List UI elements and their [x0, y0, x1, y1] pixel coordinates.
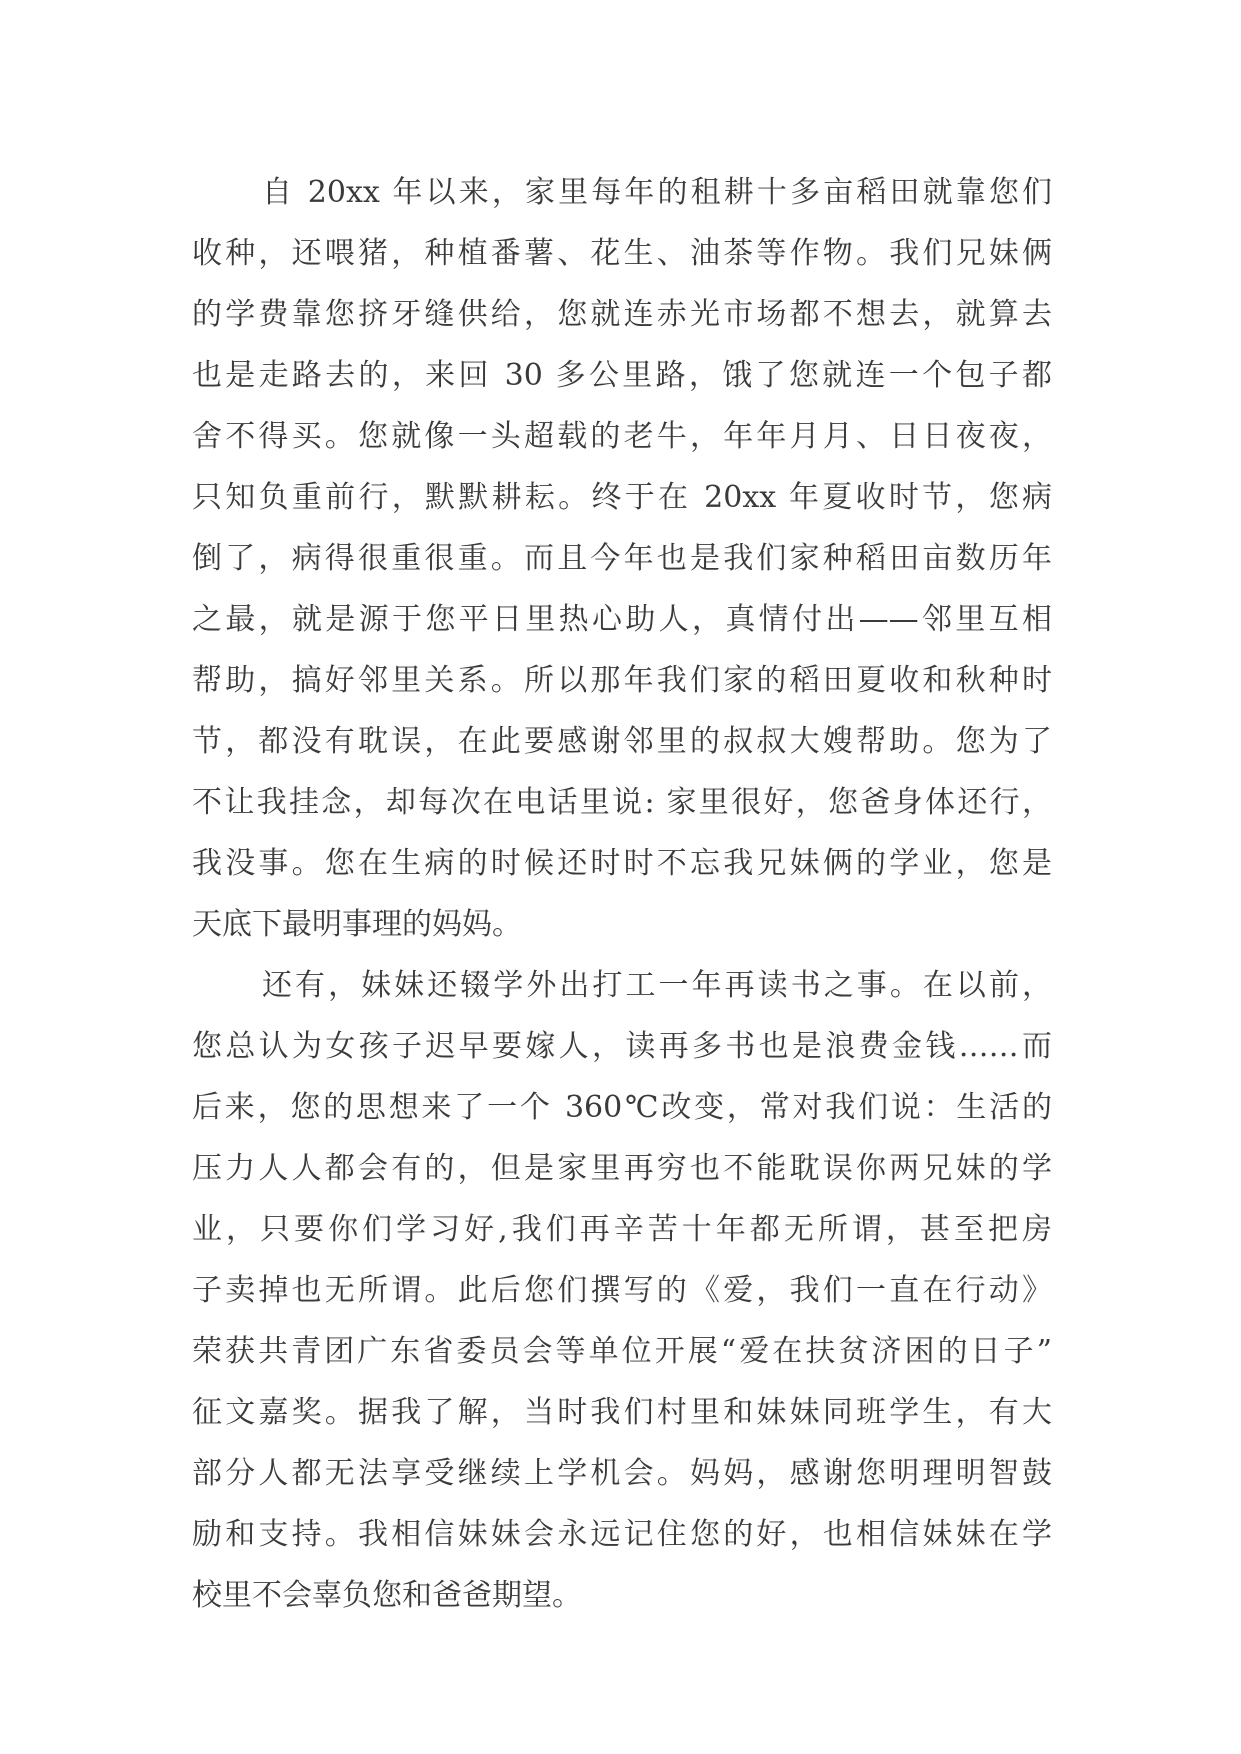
- text-line: 天底下最明事理的妈妈。: [192, 907, 522, 942]
- text-line: 校里不会辜负您和爸爸期望。: [192, 1578, 582, 1613]
- text-line: 励和支持。我相信妹妹会永远记住您的好，也相信妹妹在学: [192, 1517, 1052, 1552]
- text-line: 后来，您的思想来了一个 360℃改变，常对我们说：生活的: [192, 1090, 1052, 1125]
- text-line: 帮助，搞好邻里关系。所以那年我们家的稻田夏收和秋种时: [192, 663, 1052, 698]
- text-line: 节，都没有耽误，在此要感谢邻里的叔叔大嫂帮助。您为了: [192, 724, 1052, 759]
- text-line: 舍不得买。您就像一头超载的老牛，年年月月、日日夜夜，: [192, 419, 1052, 454]
- text-line: 也是走路去的，来回 30 多公里路，饿了您就连一个包子都: [192, 358, 1052, 393]
- text-line: 部分人都无法享受继续上学机会。妈妈，感谢您明理明智鼓: [192, 1456, 1052, 1491]
- text-line: 荣获共青团广东省委员会等单位开展“爱在扶贫济困的日子”: [192, 1334, 1052, 1369]
- text-line: 您总认为女孩子迟早要嫁人，读再多书也是浪费金钱……而: [192, 1029, 1052, 1064]
- text-line: 不让我挂念，却每次在电话里说: 家里很好，您爸身体还行，: [192, 785, 1052, 820]
- paragraph-1: [192, 162, 1052, 955]
- text-line: 自 20xx 年以来，家里每年的租耕十多亩稻田就靠您们: [262, 175, 1052, 210]
- text-line: 收种，还喂猪，种植番薯、花生、油茶等作物。我们兄妹俩: [192, 236, 1052, 271]
- text-line: 子卖掉也无所谓。此后您们撰写的《爱，我们一直在行动》: [192, 1273, 1052, 1308]
- text-line: 之最，就是源于您平日里热心助人，真情付出——邻里互相: [192, 602, 1052, 637]
- text-line: 只知负重前行，默默耕耘。终于在 20xx 年夏收时节，您病: [192, 480, 1052, 515]
- text-line: 业，只要你们学习好,我们再辛苦十年都无所谓，甚至把房: [192, 1212, 1052, 1247]
- text-line: 倒了，病得很重很重。而且今年也是我们家种稻田亩数历年: [192, 541, 1052, 576]
- text-line: 我没事。您在生病的时候还时时不忘我兄妹俩的学业，您是: [192, 846, 1052, 881]
- text-line: 征文嘉奖。据我了解，当时我们村里和妹妹同班学生，有大: [192, 1395, 1052, 1430]
- text-line: 的学费靠您挤牙缝供给，您就连赤光市场都不想去，就算去: [192, 297, 1052, 332]
- text-line: 还有，妹妹还辍学外出打工一年再读书之事。在以前，: [262, 968, 1052, 1003]
- document-body: [192, 162, 1052, 1626]
- text-line: 压力人人都会有的，但是家里再穷也不能耽误你两兄妹的学: [192, 1151, 1052, 1186]
- paragraph-2: [192, 955, 1052, 1626]
